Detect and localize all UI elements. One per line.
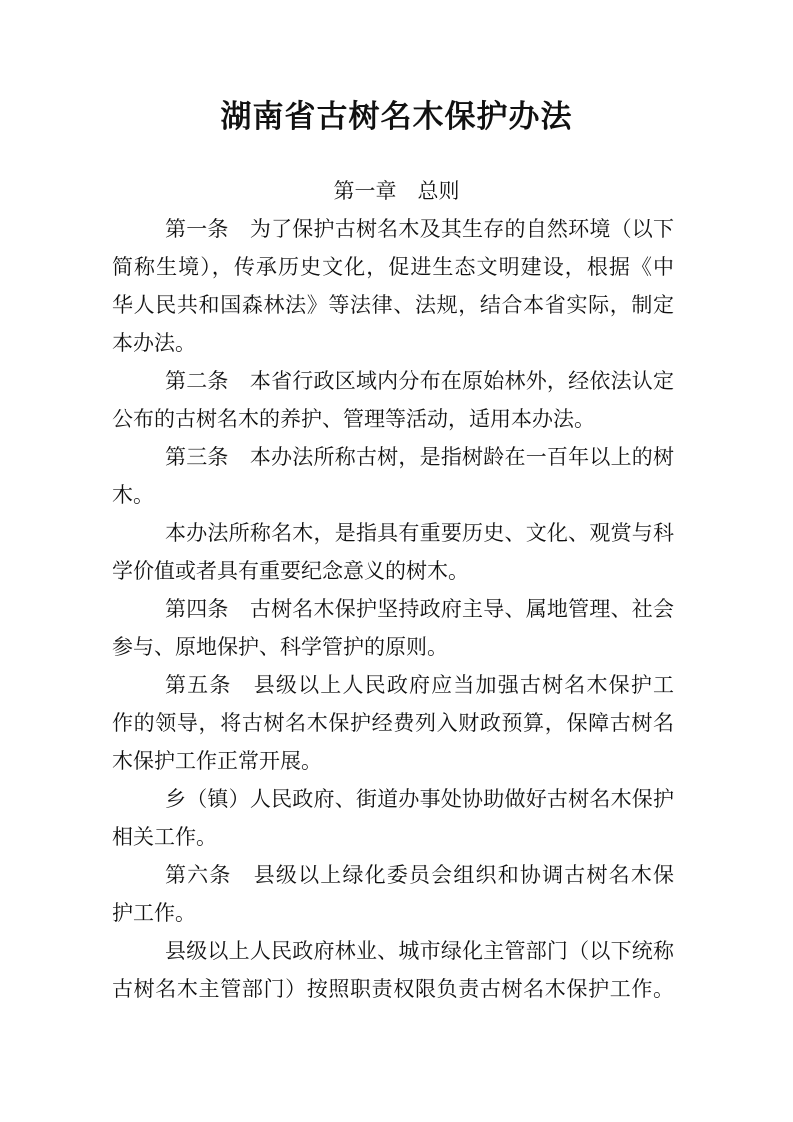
paragraph-line: 木保护工作正常开展。 (112, 749, 322, 773)
paragraph-line: 华人民共和国森林法》等法律、法规，结合本省实际，制定 (112, 293, 674, 317)
paragraph-line: 简称生境），传承历史文化，促进生态文明建设，根据《中 (112, 255, 674, 279)
paragraph-line: 公布的古树名木的养护、管理等活动，适用本办法。 (112, 407, 595, 431)
paragraph-line: 学价值或者具有重要纪念意义的树木。 (112, 559, 469, 583)
paragraph-line: 第二条 本省行政区域内分布在原始林外，经依法认定 (165, 369, 674, 393)
paragraph-line: 本办法。 (112, 331, 196, 355)
paragraph-line: 第五条 县级以上人民政府应当加强古树名木保护工 (165, 673, 674, 697)
paragraph-line: 作的领导，将古树名木保护经费列入财政预算，保障古树名 (112, 711, 674, 735)
paragraph-line: 古树名木主管部门）按照职责权限负责古树名木保护工作。 (112, 977, 674, 1001)
paragraph-line: 护工作。 (112, 901, 196, 925)
paragraph-line: 乡（镇）人民政府、街道办事处协助做好古树名木保护 (165, 787, 674, 811)
paragraph-line: 县级以上人民政府林业、城市绿化主管部门（以下统称 (165, 939, 674, 963)
paragraph-line: 参与、原地保护、科学管护的原则。 (112, 635, 448, 659)
paragraph-line: 本办法所称名木，是指具有重要历史、文化、观赏与科 (165, 521, 674, 545)
paragraph-line: 第四条 古树名木保护坚持政府主导、属地管理、社会 (165, 597, 674, 621)
document-title: 湖南省古树名木保护办法 (220, 99, 573, 135)
paragraph-line: 木。 (112, 483, 154, 507)
paragraph-line: 第一条 为了保护古树名木及其生存的自然环境（以下 (165, 217, 674, 241)
paragraph-line: 相关工作。 (112, 825, 217, 849)
paragraph-line: 第三条 本办法所称古树，是指树龄在一百年以上的树 (165, 445, 674, 469)
chapter-heading: 第一章 总则 (333, 179, 460, 203)
paragraph-line: 第六条 县级以上绿化委员会组织和协调古树名木保 (165, 863, 674, 887)
